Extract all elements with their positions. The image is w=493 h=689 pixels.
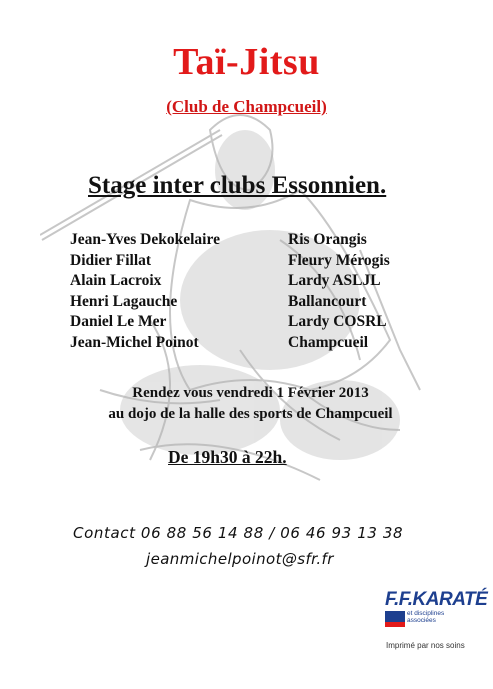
event-hours: De 19h30 à 22h. bbox=[168, 447, 287, 467]
instructor-name: Didier Fillat bbox=[70, 251, 152, 269]
instructor-name: Alain Lacroix bbox=[70, 272, 162, 290]
instructor-club: Champcueil bbox=[288, 333, 369, 351]
instructor-name: Jean-Yves Dekokelaire bbox=[70, 231, 220, 248]
instructor-club: Fleury Mérogis bbox=[288, 251, 390, 269]
instructor-club: Ballancourt bbox=[288, 292, 367, 310]
instructor-name: Jean-Michel Poinot bbox=[70, 333, 199, 351]
instructor-row bbox=[70, 312, 450, 333]
logo-subtitle: et disciplines associées bbox=[407, 610, 445, 624]
rendezvous-date: Rendez vous vendredi 1 Février 2013 bbox=[132, 385, 369, 401]
contact-email[interactable]: jeanmichelpoinot@sfr.fr bbox=[146, 550, 334, 568]
instructor-row bbox=[70, 271, 450, 292]
instructor-row bbox=[70, 333, 450, 354]
ffk-logo bbox=[385, 589, 488, 631]
page-title: Taï-Jitsu bbox=[173, 41, 320, 83]
printed-by: Imprimé par nos soins bbox=[386, 641, 465, 650]
rendezvous-place: au dojo de la halle des sports de Champcueil bbox=[108, 406, 393, 422]
instructor-row bbox=[70, 251, 450, 272]
instructor-club: Lardy ASLJL bbox=[288, 272, 381, 290]
logo-accent-icon bbox=[385, 622, 405, 627]
instructor-row bbox=[70, 230, 450, 251]
stage-heading: Stage inter clubs Essonnien. bbox=[88, 172, 387, 199]
contact-phones: Contact 06 88 56 14 88 / 06 46 93 13 38 bbox=[73, 524, 404, 542]
logo-brand: F.F.KARATÉ bbox=[385, 589, 488, 610]
instructor-club: Ris Orangis bbox=[288, 231, 367, 248]
instructor-name: Daniel Le Mer bbox=[70, 313, 167, 331]
club-subtitle: (Club de Champcueil) bbox=[166, 97, 327, 116]
instructor-name: Henri Lagauche bbox=[70, 292, 178, 310]
instructor-club: Lardy COSRL bbox=[288, 313, 387, 331]
instructor-list bbox=[70, 230, 450, 354]
instructor-row bbox=[70, 292, 450, 313]
